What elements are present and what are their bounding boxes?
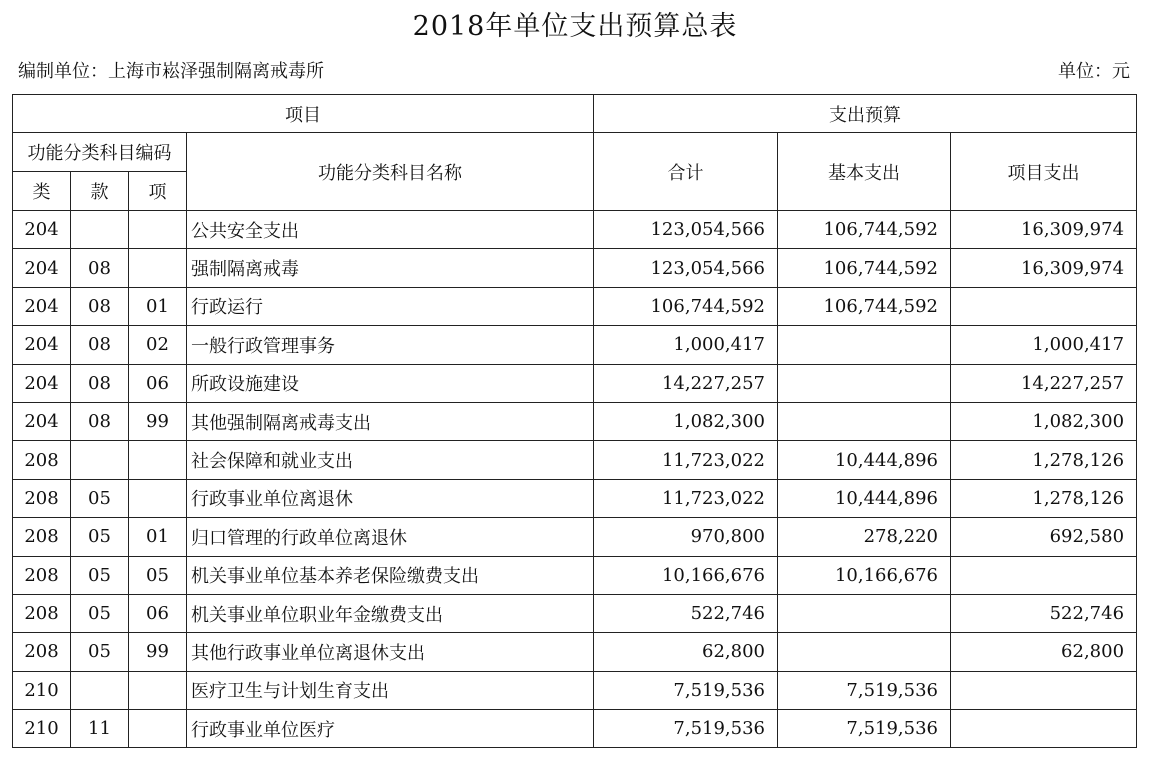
cell-project [951,710,1137,748]
cell-lei: 208 [13,594,71,632]
cell-total: 1,082,300 [594,402,778,440]
cell-lei: 208 [13,556,71,594]
page-title: 2018年单位支出预算总表 [412,11,738,42]
cell-name: 所政设施建设 [187,364,594,402]
header-row-1 [13,95,1137,133]
cell-project: 14,227,257 [951,364,1137,402]
cell-name: 公共安全支出 [187,211,594,249]
cell-lei: 210 [13,710,71,748]
cell-lei: 210 [13,671,71,709]
cell-project: 62,800 [951,633,1137,671]
cell-lei: 204 [13,249,71,287]
table-row [13,287,1137,325]
table-body [13,211,1137,748]
table-row [13,671,1137,709]
cell-basic: 278,220 [778,518,951,556]
cell-lei: 204 [13,402,71,440]
cell-lei: 204 [13,287,71,325]
cell-xiang: 06 [129,594,187,632]
cell-total: 11,723,022 [594,479,778,517]
cell-basic: 10,444,896 [778,441,951,479]
cell-project: 16,309,974 [951,211,1137,249]
cell-project: 1,000,417 [951,326,1137,364]
header-total: 合计 [594,133,778,211]
header-basic: 基本支出 [778,133,951,211]
cell-name: 社会保障和就业支出 [187,441,594,479]
cell-kuan [71,211,129,249]
cell-kuan: 05 [71,633,129,671]
table-row [13,364,1137,402]
cell-total: 123,054,566 [594,249,778,287]
cell-total: 7,519,536 [594,671,778,709]
cell-kuan: 05 [71,479,129,517]
cell-total: 106,744,592 [594,287,778,325]
cell-kuan: 08 [71,249,129,287]
cell-lei: 208 [13,518,71,556]
org-label: 编制单位：上海市崧泽强制隔离戒毒所 [18,61,324,82]
cell-project: 1,082,300 [951,402,1137,440]
cell-project [951,287,1137,325]
cell-lei: 208 [13,479,71,517]
cell-total: 14,227,257 [594,364,778,402]
cell-xiang: 02 [129,326,187,364]
table-row [13,556,1137,594]
cell-xiang [129,441,187,479]
cell-xiang: 99 [129,402,187,440]
cell-name: 其他强制隔离戒毒支出 [187,402,594,440]
cell-xiang: 01 [129,518,187,556]
cell-kuan: 08 [71,326,129,364]
header-row-2 [13,133,1137,172]
cell-kuan: 08 [71,402,129,440]
cell-project [951,556,1137,594]
cell-name: 一般行政管理事务 [187,326,594,364]
cell-basic: 106,744,592 [778,211,951,249]
cell-lei: 204 [13,211,71,249]
header-xiang: 项 [129,172,187,211]
cell-name: 机关事业单位职业年金缴费支出 [187,594,594,632]
table-row [13,402,1137,440]
cell-xiang [129,710,187,748]
cell-xiang: 05 [129,556,187,594]
cell-total: 10,166,676 [594,556,778,594]
header-lei: 类 [13,172,71,211]
cell-name: 医疗卫生与计划生育支出 [187,671,594,709]
header-project: 项目 [13,95,594,133]
cell-xiang [129,479,187,517]
cell-basic: 7,519,536 [778,671,951,709]
header-project-exp: 项目支出 [951,133,1137,211]
header-name: 功能分类科目名称 [187,133,594,211]
cell-basic: 106,744,592 [778,249,951,287]
table-row [13,441,1137,479]
cell-xiang: 99 [129,633,187,671]
cell-kuan [71,671,129,709]
cell-xiang [129,671,187,709]
cell-total: 7,519,536 [594,710,778,748]
cell-total: 970,800 [594,518,778,556]
cell-kuan: 05 [71,556,129,594]
cell-name: 行政事业单位离退休 [187,479,594,517]
table-row [13,249,1137,287]
budget-table [12,94,1137,748]
cell-name: 行政运行 [187,287,594,325]
unit-label: 单位：元 [1058,61,1130,82]
cell-total: 123,054,566 [594,211,778,249]
cell-total: 1,000,417 [594,326,778,364]
cell-lei: 208 [13,633,71,671]
header-code-group: 功能分类科目编码 [13,133,187,172]
cell-kuan: 11 [71,710,129,748]
cell-basic [778,402,951,440]
cell-xiang [129,249,187,287]
header-budget: 支出预算 [594,95,1137,133]
cell-xiang [129,211,187,249]
cell-name: 其他行政事业单位离退休支出 [187,633,594,671]
header-kuan: 款 [71,172,129,211]
cell-project: 1,278,126 [951,441,1137,479]
cell-total: 11,723,022 [594,441,778,479]
cell-project: 522,746 [951,594,1137,632]
table-row [13,710,1137,748]
cell-basic [778,594,951,632]
cell-name: 机关事业单位基本养老保险缴费支出 [187,556,594,594]
cell-project: 16,309,974 [951,249,1137,287]
cell-kuan [71,441,129,479]
cell-lei: 204 [13,364,71,402]
cell-basic: 106,744,592 [778,287,951,325]
table-row [13,594,1137,632]
cell-kuan: 05 [71,518,129,556]
cell-kuan: 08 [71,287,129,325]
cell-name: 强制隔离戒毒 [187,249,594,287]
cell-kuan: 05 [71,594,129,632]
cell-basic [778,633,951,671]
cell-project: 692,580 [951,518,1137,556]
cell-project: 1,278,126 [951,479,1137,517]
cell-basic: 10,166,676 [778,556,951,594]
cell-lei: 204 [13,326,71,364]
cell-basic: 10,444,896 [778,479,951,517]
cell-total: 522,746 [594,594,778,632]
table-row [13,633,1137,671]
cell-lei: 208 [13,441,71,479]
table-row [13,479,1137,517]
cell-project [951,671,1137,709]
cell-xiang: 01 [129,287,187,325]
cell-basic [778,326,951,364]
cell-basic: 7,519,536 [778,710,951,748]
table-row [13,518,1137,556]
cell-xiang: 06 [129,364,187,402]
cell-basic [778,364,951,402]
cell-name: 行政事业单位医疗 [187,710,594,748]
cell-total: 62,800 [594,633,778,671]
table-row [13,211,1137,249]
cell-name: 归口管理的行政单位离退休 [187,518,594,556]
table-row [13,326,1137,364]
cell-kuan: 08 [71,364,129,402]
